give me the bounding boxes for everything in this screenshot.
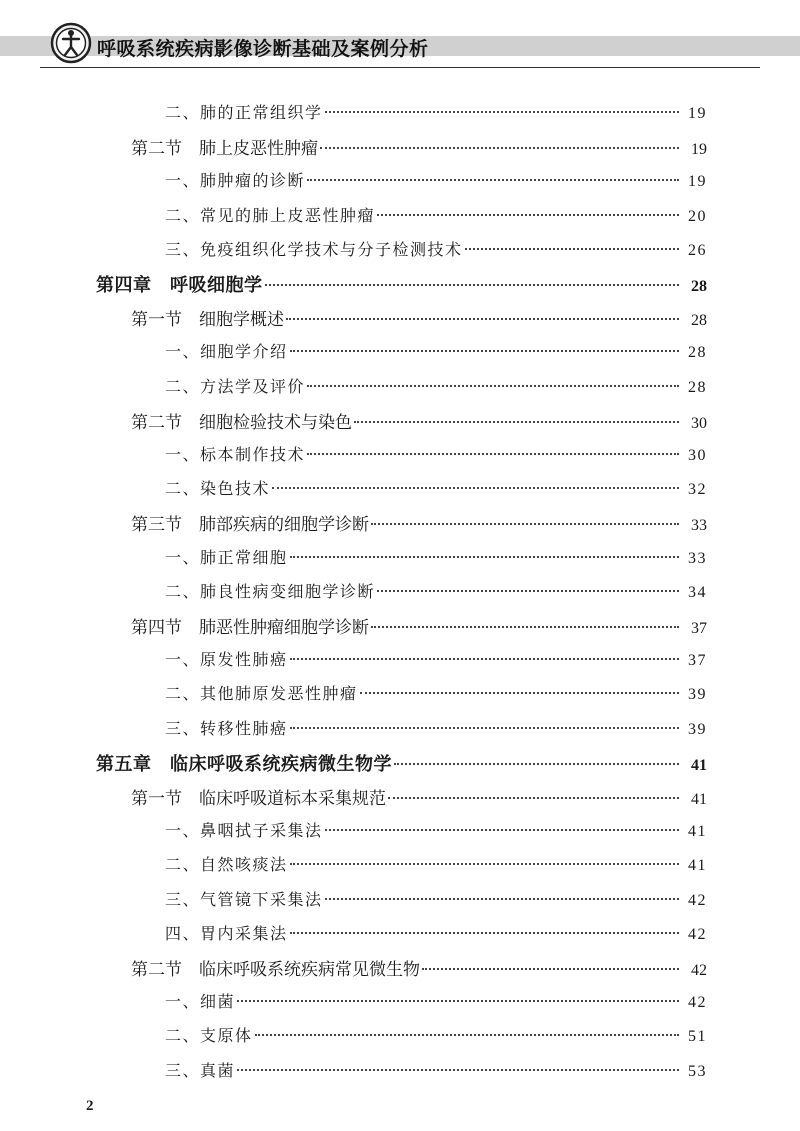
toc-entry-title: 一、原发性肺癌	[165, 650, 288, 670]
toc-section-row[interactable]	[131, 408, 707, 436]
dot-leader	[371, 523, 679, 525]
toc-entry-title: 三、气管镜下采集法	[165, 889, 323, 909]
book-title: 呼吸系统疾病影像诊断基础及案例分析	[97, 38, 429, 60]
toc-page-number: 37	[688, 652, 707, 670]
dot-leader	[290, 350, 679, 352]
toc-entry-title: 第一节 细胞学概述	[131, 310, 284, 331]
dot-leader	[272, 487, 679, 489]
toc-entry-title: 一、鼻咽拭子采集法	[165, 821, 323, 841]
toc-item-row[interactable]	[165, 339, 707, 367]
toc-entry-title: 一、标本制作技术	[165, 445, 306, 464]
toc-page-number: 42	[691, 962, 707, 979]
toc-page-number: 28	[688, 344, 707, 362]
dot-leader	[307, 453, 679, 455]
page-number: 2	[86, 1098, 94, 1114]
toc-page-number: 19	[691, 141, 707, 159]
toc-page-number: 33	[691, 517, 707, 535]
toc-entry-title: 二、自然咳痰法	[165, 855, 288, 875]
toc-entry-title: 二、染色技术	[165, 479, 271, 499]
toc-item-row[interactable]	[165, 852, 707, 880]
dot-leader	[325, 111, 679, 113]
toc-item-row[interactable]	[165, 1023, 707, 1051]
toc-page-number: 32	[688, 481, 707, 499]
toc-item-row[interactable]	[165, 818, 707, 846]
dot-leader	[237, 1069, 679, 1071]
toc-item-row[interactable]	[165, 442, 707, 470]
toc-item-row[interactable]	[165, 681, 707, 709]
toc-item-row[interactable]	[165, 237, 707, 265]
toc-page-number: 33	[688, 549, 707, 567]
toc-entry-title: 二、方法学及评价	[165, 376, 306, 396]
toc-entry-title: 三、免疫组织化学技术与分子检测技术	[165, 239, 463, 259]
dot-leader	[290, 863, 679, 865]
dot-leader	[394, 763, 679, 765]
dot-leader	[290, 556, 679, 558]
toc-entry-title: 第五章 临床呼吸系统疾病微生物学	[96, 753, 392, 775]
toc-entry-title: 第四节 肺恶性肿瘤细胞学诊断	[131, 618, 369, 638]
toc-item-row[interactable]	[165, 921, 707, 949]
toc-page-number: 19	[688, 105, 707, 122]
toc-entry-title: 二、支原体	[165, 1026, 253, 1046]
toc-entry-title: 第二节 细胞检验技术与染色	[131, 412, 352, 433]
toc-page-number: 26	[688, 241, 707, 259]
publisher-logo-icon	[50, 22, 92, 64]
toc-entry-title: 一、肺正常细胞	[165, 547, 288, 567]
toc-section-row[interactable]	[131, 305, 707, 333]
toc-page-number: 42	[688, 994, 707, 1012]
toc-page-number: 39	[688, 686, 707, 704]
dot-leader	[325, 829, 679, 831]
toc-item-row[interactable]	[165, 579, 707, 607]
toc-entry-title: 三、转移性肺癌	[165, 718, 288, 738]
toc-entry-title: 第二节 肺上皮恶性肿瘤	[131, 139, 318, 160]
toc-page-number: 41	[691, 791, 707, 808]
toc-entry-title: 第三节 肺部疾病的细胞学诊断	[131, 515, 369, 536]
toc-page-number: 28	[688, 378, 707, 396]
toc-page-number: 20	[688, 207, 707, 225]
dot-leader	[255, 1034, 679, 1036]
toc-entry-title: 第二节 临床呼吸系统疾病常见微生物	[131, 960, 420, 980]
dot-leader	[465, 248, 679, 250]
dot-leader	[237, 1000, 679, 1002]
toc-item-row[interactable]	[165, 545, 707, 573]
dot-leader	[354, 421, 679, 423]
dot-leader	[290, 658, 679, 660]
toc-item-row[interactable]	[165, 887, 707, 915]
toc-page-number: 41	[688, 823, 707, 841]
toc-entry-title: 二、肺良性病变细胞学诊断	[165, 581, 376, 601]
toc-section-row[interactable]	[131, 613, 707, 641]
toc-page-number: 28	[691, 278, 707, 295]
toc-page-number: 28	[691, 312, 707, 330]
toc-section-row[interactable]	[131, 955, 707, 983]
dot-leader	[371, 626, 679, 628]
dot-leader	[320, 147, 679, 149]
toc-entry-title: 第一节 临床呼吸道标本采集规范	[131, 789, 386, 809]
dot-leader	[360, 692, 679, 694]
running-header	[0, 0, 800, 84]
toc-page-number: 39	[688, 720, 707, 738]
toc-item-row[interactable]	[165, 647, 707, 675]
toc-page-number: 30	[688, 447, 707, 464]
toc-entry-title: 一、细菌	[165, 992, 236, 1012]
dot-leader	[377, 214, 679, 216]
dot-leader	[307, 385, 679, 387]
toc-entry-title: 第四章 呼吸细胞学	[96, 275, 263, 296]
toc-page-number: 41	[688, 857, 707, 875]
header-rule	[40, 67, 760, 68]
toc-section-row[interactable]	[131, 510, 707, 538]
toc-item-row[interactable]	[165, 716, 707, 744]
toc-item-row[interactable]	[165, 989, 707, 1017]
toc-entry-title: 二、其他肺原发恶性肿瘤	[165, 684, 358, 704]
toc-entry-title: 一、细胞学介绍	[165, 342, 288, 362]
toc-page-number: 19	[688, 173, 707, 191]
toc-item-row[interactable]	[165, 1058, 707, 1086]
toc-page-number: 42	[688, 891, 707, 909]
dot-leader	[290, 727, 679, 729]
toc-section-row[interactable]	[131, 134, 707, 162]
dot-leader	[286, 318, 679, 320]
toc-item-row[interactable]	[165, 203, 707, 231]
toc-entry-title: 四、胃内采集法	[165, 923, 288, 943]
dot-leader	[377, 590, 679, 592]
dot-leader	[265, 284, 680, 286]
dot-leader	[307, 179, 679, 181]
toc-page-number: 37	[691, 620, 707, 637]
toc-section-row[interactable]	[131, 784, 707, 812]
toc-entry-title: 一、肺肿瘤的诊断	[165, 171, 306, 191]
toc-page-number: 34	[688, 583, 707, 601]
toc-item-row[interactable]	[165, 100, 707, 128]
toc-page-number: 41	[691, 756, 707, 774]
toc-entry-title: 二、肺的正常组织学	[165, 103, 323, 122]
toc-chapter-row[interactable]	[96, 750, 707, 778]
dot-leader	[290, 932, 679, 934]
toc-chapter-row[interactable]	[96, 271, 707, 299]
toc-item-row[interactable]	[165, 168, 707, 196]
toc-page-number: 30	[691, 414, 707, 432]
toc-page-number: 42	[688, 925, 707, 943]
toc-entry-title: 二、常见的肺上皮恶性肿瘤	[165, 205, 376, 225]
dot-leader	[325, 898, 679, 900]
toc-page-number: 53	[688, 1062, 707, 1080]
dot-leader	[388, 797, 679, 799]
toc-page-number: 51	[688, 1028, 707, 1046]
toc-entry-title: 三、真菌	[165, 1060, 236, 1080]
toc-item-row[interactable]	[165, 476, 707, 504]
toc-item-row[interactable]	[165, 374, 707, 402]
dot-leader	[422, 968, 679, 970]
